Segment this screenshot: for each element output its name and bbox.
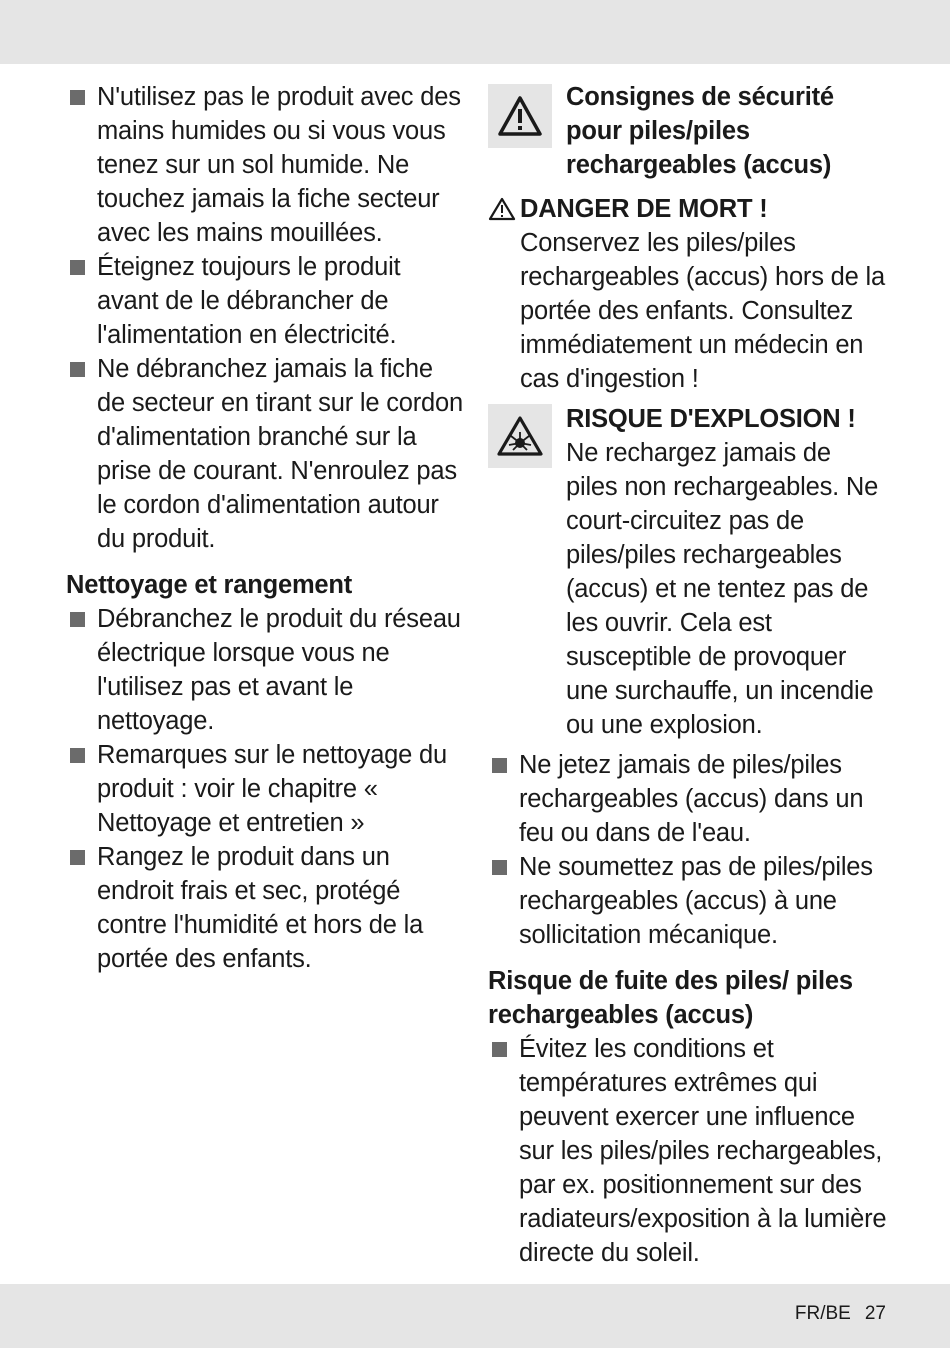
list-item-text: Ne débranchez jamais la fiche de secteur en tirant sur le cordon d'alimentation branché sur la prise de courant. N'enroulez pas le cordon d'alimentation autour du produit. <box>97 355 463 553</box>
list-item-text: Rangez le produit dans un endroit frais et sec, protégé contre l'humidité et hors de la portée des enfants. <box>97 843 424 973</box>
list-item <box>66 738 466 840</box>
list-item <box>66 602 466 738</box>
danger-block <box>488 192 888 396</box>
list-item-text: Remarques sur le nettoyage du produit : voir le chapitre « Nettoyage et entretien » <box>97 741 447 837</box>
list-item <box>488 1032 888 1270</box>
square-bullet-icon <box>492 860 507 875</box>
list-item <box>66 250 466 352</box>
square-bullet-icon <box>492 1042 507 1057</box>
list-item-text: Ne jetez jamais de piles/piles rechargeables (accus) dans un feu ou dans de l'eau. <box>519 751 864 847</box>
danger-body: Conservez les piles/piles rechargeables (accus) hors de la portée des enfants. Consultez immédiatement un médecin en cas d'ingestion ! <box>520 229 885 393</box>
square-bullet-icon <box>70 748 85 763</box>
page-number: 27 <box>864 1303 886 1324</box>
list-item <box>66 80 466 250</box>
list-item-text: Débranchez le produit du réseau électrique lorsque vous ne l'utilisez pas et avant le nettoyage. <box>97 605 461 735</box>
list-item-text: Ne soumettez pas de piles/piles rechargeables (accus) à une sollicitation mécanique. <box>519 853 873 949</box>
leak-heading: Risque de fuite des piles/ piles rechargeables (accus) <box>488 967 853 1029</box>
list-item <box>66 840 466 976</box>
explosion-text <box>566 402 888 742</box>
cleaning-heading: Nettoyage et rangement <box>66 571 353 599</box>
list-item-text: N'utilisez pas le produit avec des mains humides ou si vous vous tenez sur un sol humide. Ne touchez jamais la fiche secteur avec les mains mouillées. <box>97 83 461 247</box>
footer-locale: FR/BE <box>794 1303 851 1324</box>
warning-triangle-icon <box>488 197 516 221</box>
danger-title <box>488 192 888 226</box>
danger-title-text: DANGER DE MORT ! <box>520 195 768 223</box>
square-bullet-icon <box>70 362 85 377</box>
square-bullet-icon <box>70 612 85 627</box>
list-item <box>488 850 888 952</box>
square-bullet-icon <box>70 260 85 275</box>
safety-section <box>488 80 888 182</box>
list-item <box>488 748 888 850</box>
page-footer <box>795 1303 886 1325</box>
left-column <box>66 80 466 976</box>
list-item <box>66 352 466 556</box>
warning-triangle-icon <box>488 84 552 148</box>
list-item-text: Évitez les conditions et températures extrêmes qui peuvent exercer une influence sur les piles/piles rechargeables, par ex. positionnement sur des radiateurs/exposition à la lumière directe du soleil. <box>519 1035 887 1267</box>
intro-list <box>66 80 466 556</box>
explosion-warning-icon <box>488 404 552 468</box>
cleaning-list <box>66 602 466 976</box>
explosion-body: Ne rechargez jamais de piles non rechargeables. Ne court-circuitez pas de piles/piles rechargeables (accus) et ne tentez pas de les ouvrir. Cela est susceptible de provoquer une surchauffe, un incendie ou une explosion. <box>566 439 879 739</box>
leak-list <box>488 1032 888 1270</box>
square-bullet-icon <box>492 758 507 773</box>
header-band <box>0 0 950 64</box>
right-column <box>488 80 888 1270</box>
square-bullet-icon <box>70 90 85 105</box>
safety-title: Consignes de sécurité pour piles/piles rechargeables (accus) <box>566 83 834 179</box>
battery-list <box>488 748 888 952</box>
explosion-block <box>488 402 888 742</box>
square-bullet-icon <box>70 850 85 865</box>
explosion-title: RISQUE D'EXPLOSION ! <box>566 405 856 433</box>
list-item-text: Éteignez toujours le produit avant de le débrancher de l'alimentation en électricité. <box>97 253 401 349</box>
